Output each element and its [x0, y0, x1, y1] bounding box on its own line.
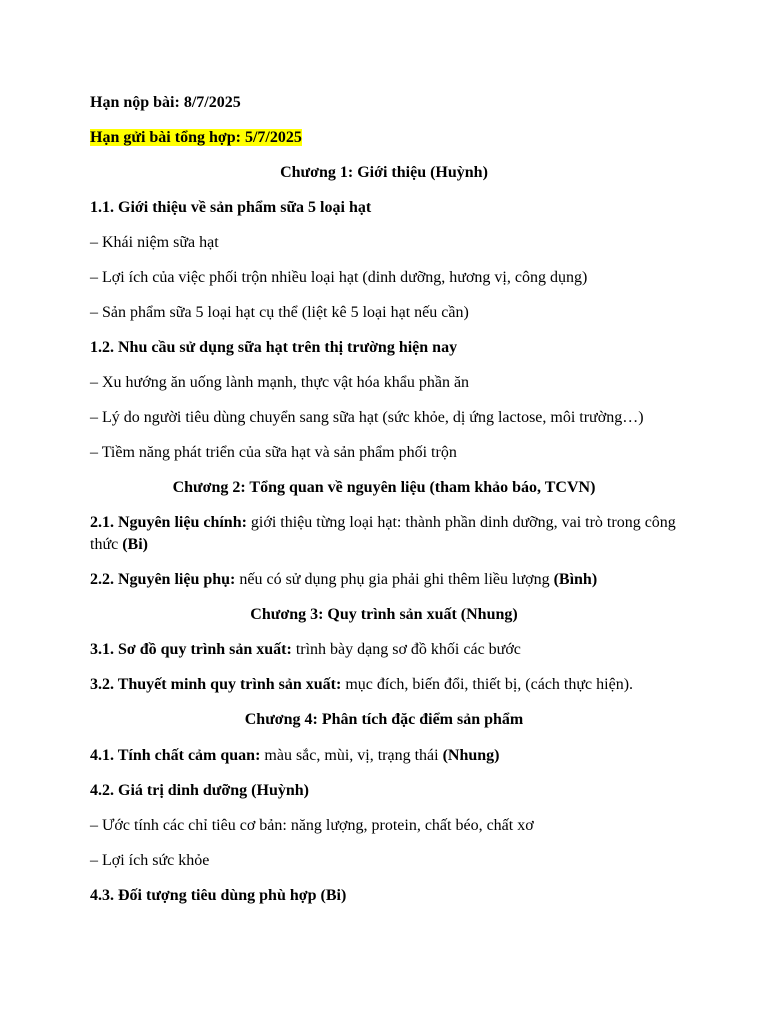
list-item: – Xu hướng ăn uống lành mạnh, thực vật hóa khẩu phần ăn — [90, 374, 470, 391]
highlighted-deadline: Hạn gửi bài tổng hợp: 5/7/2025 — [90, 129, 302, 146]
section-3-2 — [90, 674, 680, 696]
submission-deadline: Hạn nộp bài: 8/7/2025 — [90, 94, 241, 111]
section-2-1-text: giới thiệu từng loại hạt: thành phần dinh dưỡng, vai trò trong công thức — [90, 514, 676, 553]
section-4-1-heading: 4.1. Tính chất cảm quan: — [90, 747, 261, 764]
section-3-1 — [90, 639, 680, 661]
section-4-1-text: màu sắc, mùi, vị, trạng thái — [260, 747, 443, 764]
list-item: – Lý do người tiêu dùng chuyển sang sữa hạt (sức khỏe, dị ứng lactose, môi trường…) — [90, 409, 644, 426]
chapter-3-heading: Chương 3: Quy trình sản xuất (Nhung) — [250, 606, 518, 623]
section-2-2-text: nếu có sử dụng phụ gia phải ghi thêm liều lượng — [235, 571, 554, 588]
section-3-1-text: trình bày dạng sơ đồ khối các bước — [291, 641, 521, 658]
list-item: – Lợi ích sức khỏe — [90, 852, 210, 869]
list-item: – Lợi ích của việc phối trộn nhiều loại hạt (dinh dưỡng, hương vị, công dụng) — [90, 269, 588, 286]
chapter-1-heading: Chương 1: Giới thiệu (Huỳnh) — [280, 164, 488, 181]
section-2-2-heading: 2.2. Nguyên liệu phụ: — [90, 571, 236, 588]
chapter-2-heading: Chương 2: Tổng quan về nguyên liệu (tham khảo báo, TCVN) — [172, 479, 596, 496]
list-item: – Tiềm năng phát triển của sữa hạt và sản phẩm phối trộn — [90, 444, 457, 461]
section-2-1 — [90, 512, 680, 556]
section-4-1-owner: (Nhung) — [442, 747, 500, 764]
compile-deadline — [90, 127, 680, 149]
section-4-3-heading: 4.3. Đối tượng tiêu dùng phù hợp (Bi) — [90, 887, 347, 904]
section-2-2 — [90, 569, 680, 591]
section-2-2-owner: (Bình) — [553, 571, 598, 588]
chapter-4-heading: Chương 4: Phân tích đặc điểm sản phẩm — [244, 711, 524, 728]
section-4-1 — [90, 745, 680, 767]
list-item: – Khái niệm sữa hạt — [90, 234, 219, 251]
section-1-2-heading: 1.2. Nhu cầu sử dụng sữa hạt trên thị trường hiện nay — [90, 339, 458, 356]
section-3-1-heading: 3.1. Sơ đồ quy trình sản xuất: — [90, 641, 292, 658]
list-item: – Ước tính các chỉ tiêu cơ bản: năng lượng, protein, chất béo, chất xơ — [90, 817, 534, 834]
list-item: – Sản phẩm sữa 5 loại hạt cụ thể (liệt kê 5 loại hạt nếu cần) — [90, 304, 469, 321]
section-2-1-owner: (Bi) — [122, 536, 148, 553]
section-1-1-heading: 1.1. Giới thiệu về sản phẩm sữa 5 loại hạt — [90, 199, 372, 216]
section-2-1-heading: 2.1. Nguyên liệu chính: — [90, 514, 247, 531]
section-3-2-heading: 3.2. Thuyết minh quy trình sản xuất: — [90, 676, 342, 693]
section-3-2-text: mục đích, biến đổi, thiết bị, (cách thực hiện). — [341, 676, 634, 693]
section-4-2-heading: 4.2. Giá trị dinh dưỡng (Huỳnh) — [90, 782, 309, 799]
